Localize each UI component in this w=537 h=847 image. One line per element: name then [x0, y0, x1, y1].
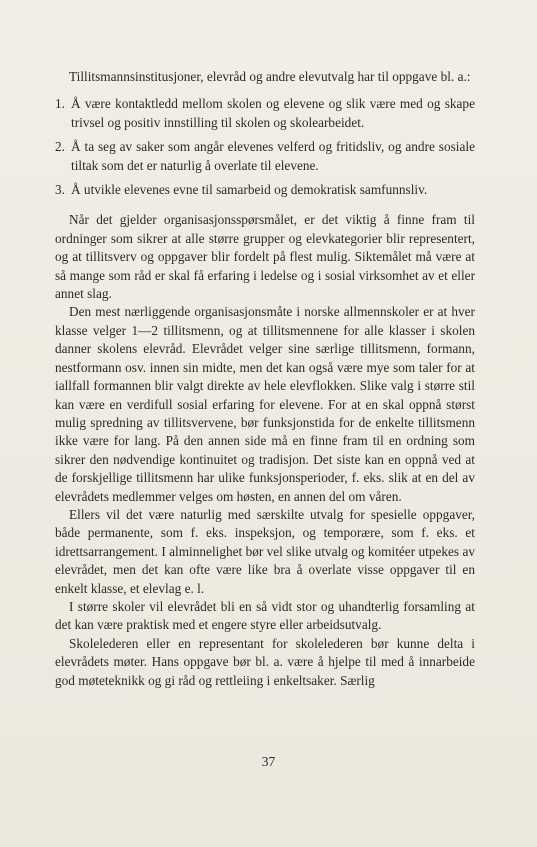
body-paragraph: Ellers vil det være naturlig med særskilte utvalg for spesielle oppgaver, både permanente, som f. eks. inspeksjon, og temporære, som f. eks. et idrettsarrangement. I alminnelighet bør vel slike utvalg og komitéer utpekes av elevrådet, men det kan ofte være like bra å overlate visse oppgaver til en enkelt klasse, et elevlag e. l. [55, 506, 475, 596]
list-item [55, 181, 475, 199]
list-item-number: 1. [55, 96, 65, 112]
page-number: 37 [261, 754, 276, 769]
list-item-number: 2. [55, 139, 65, 155]
list-item-text: Å være kontaktledd mellom skolen og elevene og slik være med og skape trivsel og positiv innstilling til skolen og skolearbeidet. [71, 96, 475, 130]
body-paragraph: Når det gjelder organisasjonsspørsmålet, er det viktig å finne fram til ordninger som sikrer at alle større grupper og elevkategorier blir representert, og at tillitsverv og oppgaver blir fordelt på flest mulig. Siktemålet må være at så mange som råd er skal få erfaring i ledelse og i sosial virksomhet av et eller annet slag. [55, 212, 475, 302]
body-paragraph: Den mest nærliggende organisasjonsmåte i norske allmennskoler er at hver klasse velger 1—2 tillitsmenn, og at tillitsmennene for alle klasser i skolen danner skolens elevråd. Elevrådet velger sine særlige tillitsmenn, formann, nestformann osv. innen sin midte, men det kan også være mye som taler for at iallfall formannen blir valgt direkte av hele elevflokken. Slike valg i større stil kan være en verdifull sosial erfaring for elevene. For at en skal oppnå størst mulig spredning av tillitsvervene, bør funksjonstida for de enkelte tillitsmenn ikke være for lang. På den annen side må en finne fram til en ordning som sikrer den nødvendige kontinuitet og tradisjon. Det siste kan en oppnå ved at de forskjellige tillitsmenn har ulike funksjonsperioder, f. eks. slik at en del av elevrådets medlemmer velges om høsten, en annen del om våren. [55, 304, 475, 504]
list-item-text: Å ta seg av saker som angår elevenes velferd og fritidsliv, og andre sosiale tiltak som det er naturlig å overlate til elevene. [71, 139, 475, 173]
list-item-text: Å utvikle elevenes evne til samarbeid og demokratisk samfunnsliv. [71, 182, 428, 198]
page-body [55, 68, 475, 690]
numbered-list [55, 95, 475, 199]
list-item-number: 3. [55, 182, 65, 198]
body-paragraph: I større skoler vil elevrådet bli en så vidt stor og uhandterlig forsamling at det kan være praktisk med et engere styre eller arbeidsutvalg. [55, 598, 475, 633]
body-paragraph: Skolelederen eller en representant for skolelederen bør kunne delta i elevrådets møter. Hans oppgave bør bl. a. være å hjelpe til med å innarbeide god møteteknikk og gi råd og rettleiing i enkeltsaker. Særlig [55, 635, 475, 688]
list-item [55, 138, 475, 175]
list-item [55, 95, 475, 132]
intro-paragraph: Tillitsmannsinstitusjoner, elevråd og andre elevutvalg har til oppgave bl. a.: [69, 69, 471, 84]
